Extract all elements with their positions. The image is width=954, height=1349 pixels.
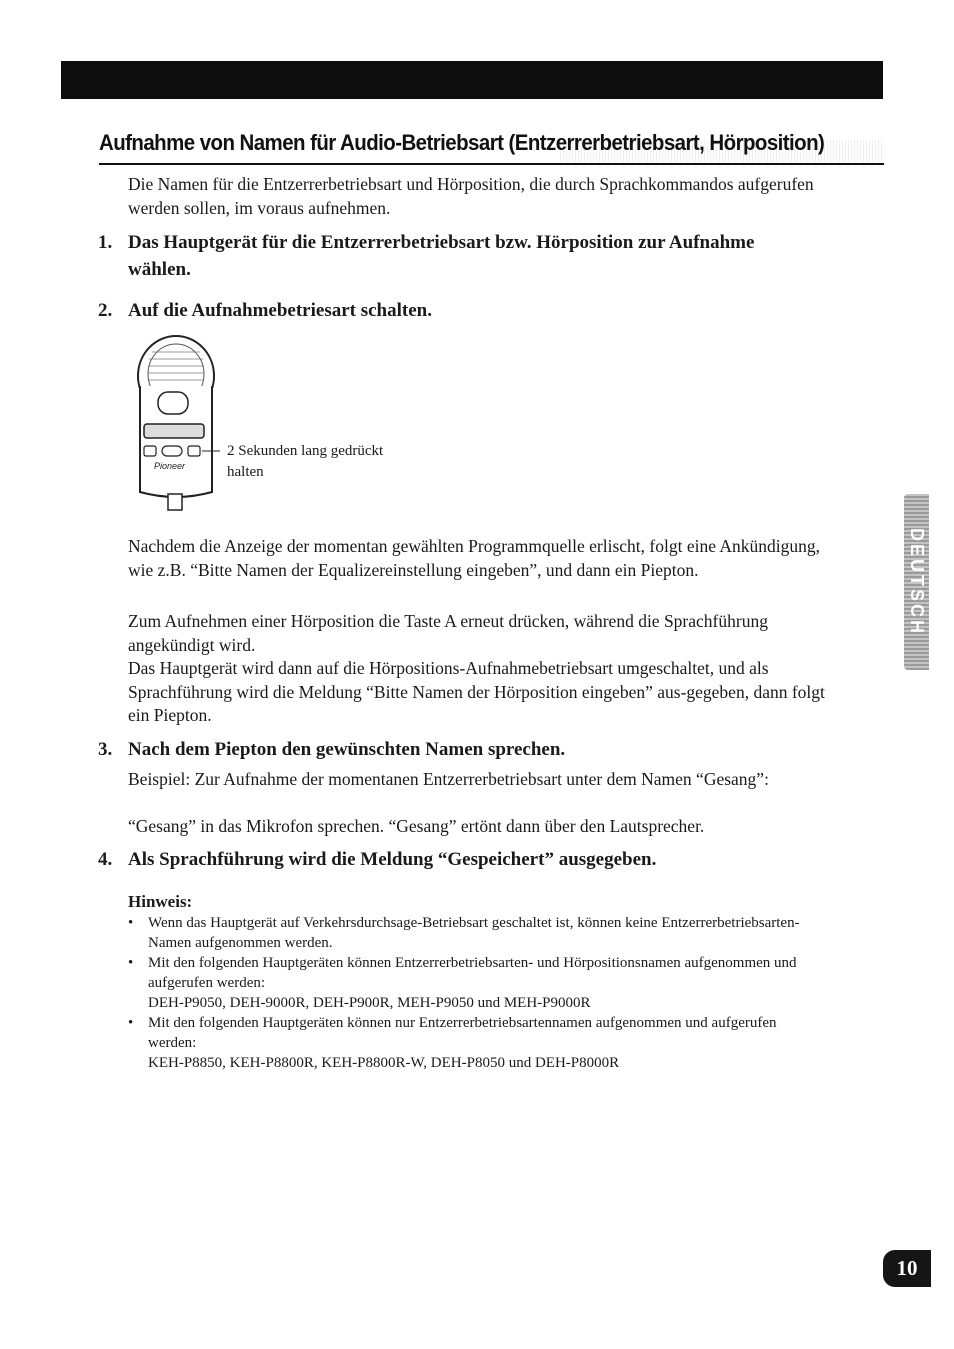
step-number: 1. (98, 232, 113, 253)
intro-text: Die Namen für die Entzerrerbetriebsart und Hörposition, die durch Sprachkommandos aufgerufen werden sollen, im voraus aufnehmen. (128, 174, 814, 218)
note-item (128, 913, 818, 953)
brand-logo: Pioneer (154, 461, 186, 471)
note-models: KEH-P8850, KEH-P8800R, KEH-P8800R-W, DEH-P8050 und DEH-P8000R (148, 1055, 620, 1071)
note-text: Wenn das Hauptgerät auf Verkehrsdurchsage-Betriebsart geschaltet ist, können keine Entzerrerbetriebsarten-Namen aufgenommen werden. (148, 915, 800, 951)
note-item (128, 1013, 818, 1073)
paragraph-3: Das Hauptgerät wird dann auf die Hörpositions-Aufnahmebetriebsart umgeschaltet, und als Sprachführung wird die Meldung “Bitte Namen der Hörposition eingeben” aus-gegeben, dann folgt ein Piepton. (128, 658, 825, 725)
remote-controller-icon (130, 334, 222, 512)
step-text: Auf die Aufnahmebetriesart schalten. (128, 300, 432, 321)
note-heading: Hinweis: (128, 892, 193, 911)
step-2 (98, 297, 798, 324)
step-number: 2. (98, 300, 113, 321)
step-3-instruction: “Gesang” in das Mikrofon sprechen. “Gesang” ertönt dann über den Lautsprecher. (128, 816, 705, 836)
note-text: Mit den folgenden Hauptgeräten können Entzerrerbetriebsarten- und Hörpositionsnamen aufgenommen und aufgerufen werden: (148, 955, 797, 991)
bullet-icon: • (128, 955, 134, 971)
bullet-icon: • (128, 915, 134, 931)
step-text: Das Hauptgerät für die Entzerrerbetriebsart bzw. Hörposition zur Aufnahme wählen. (128, 232, 755, 280)
header-bar (61, 61, 883, 99)
figure-label: 2 Sekunden lang gedrückt halten (227, 443, 384, 480)
paragraph-1: Nachdem die Anzeige der momentan gewählten Programmquelle erlischt, folgt eine Ankündigung, wie z.B. “Bitte Namen der Equalizereinstellung eingeben”, und dann ein Piepton. (128, 536, 821, 580)
title-underline (99, 163, 884, 165)
step-1 (98, 229, 798, 283)
note-item (128, 953, 818, 1013)
note-list (128, 913, 818, 1073)
step-number: 4. (98, 849, 113, 870)
step-3-example: Beispiel: Zur Aufnahme der momentanen Entzerrerbetriebsart unter dem Namen “Gesang”: (128, 769, 769, 789)
paragraph-2: Zum Aufnehmen einer Hörposition die Taste A erneut drücken, während die Sprachführung angekündigt wird. (128, 611, 768, 655)
step-4 (98, 846, 798, 873)
language-tab-label: DEUTSCH (907, 527, 927, 636)
step-3 (98, 736, 798, 763)
step-text: Als Sprachführung wird die Meldung “Gespeichert” ausgegeben. (128, 849, 657, 870)
step-text: Nach dem Piepton den gewünschten Namen sprechen. (128, 739, 566, 760)
step-number: 3. (98, 739, 113, 760)
note-text: Mit den folgenden Hauptgeräten können nur Entzerrerbetriebsartennamen aufgenommen und aufgerufen werden: (148, 1015, 777, 1051)
note-models: DEH-P9050, DEH-9000R, DEH-P900R, MEH-P9050 und MEH-P9000R (148, 995, 591, 1011)
section-title: Aufnahme von Namen für Audio-Betriebsart (Entzerrerbetriebsart, Hörposition) (99, 130, 825, 155)
bullet-icon: • (128, 1015, 134, 1031)
page-number: 10 (883, 1250, 931, 1287)
